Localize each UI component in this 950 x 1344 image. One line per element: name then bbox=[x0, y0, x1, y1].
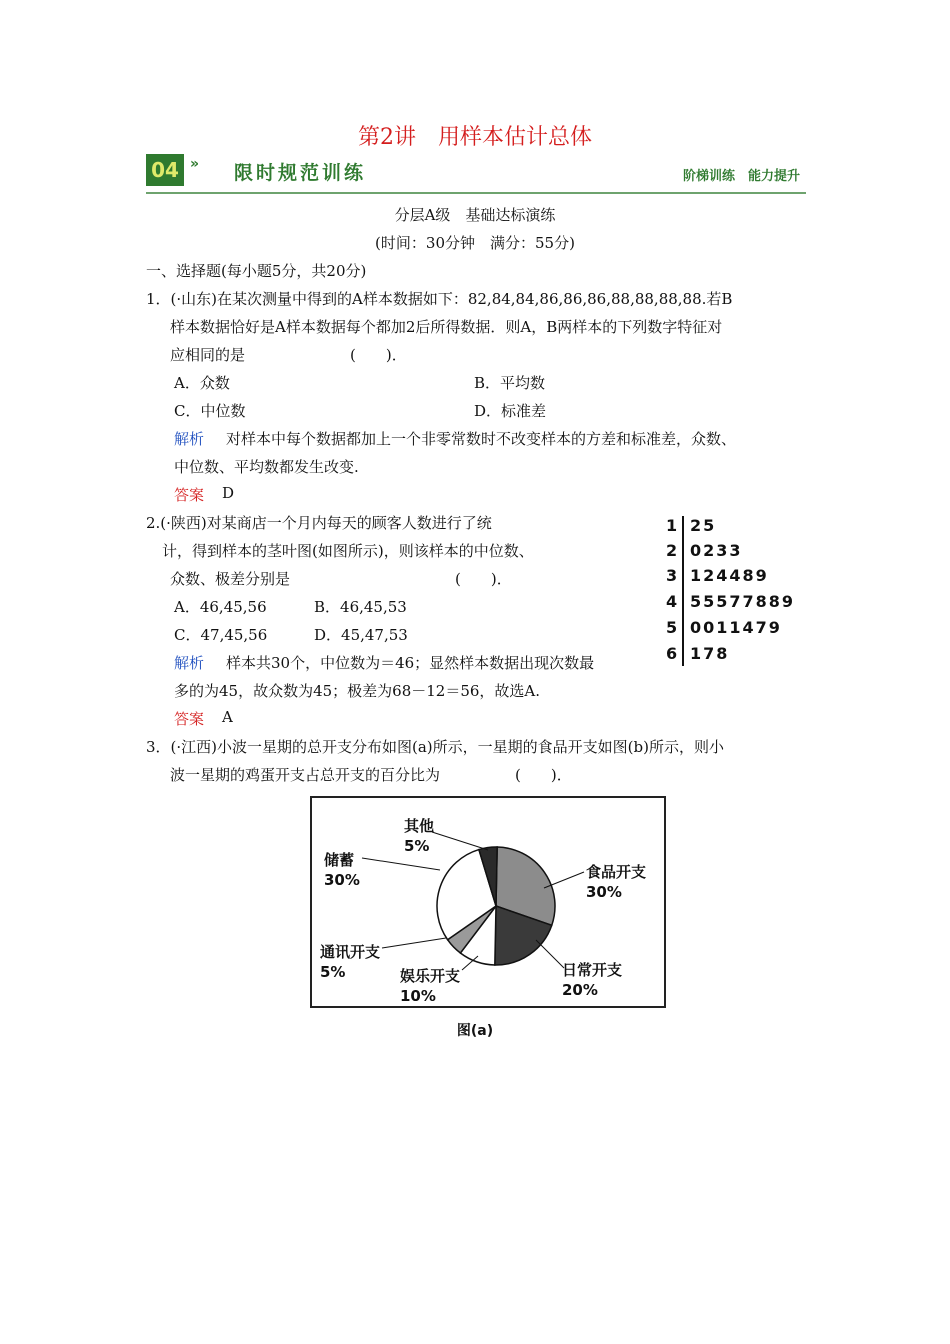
stem-3: 3 bbox=[666, 566, 680, 585]
q2-option-c: C．47,45,56 bbox=[174, 626, 268, 644]
banner-arrows-icon: » bbox=[190, 156, 200, 172]
slice-label-food bbox=[586, 862, 646, 902]
slice-label-communication-name: 通讯开支 bbox=[320, 943, 381, 961]
q1-option-d: D．标准差 bbox=[474, 402, 547, 420]
pie-chart-frame bbox=[310, 796, 666, 1008]
leaves-4: 55577889 bbox=[690, 592, 796, 611]
q1-analysis-label: 解析 bbox=[174, 430, 205, 448]
slice-label-savings-pct: 30% bbox=[324, 871, 360, 889]
leaves-1: 25 bbox=[690, 516, 717, 535]
q2-answer: A bbox=[222, 708, 233, 726]
q1-line3: 应相同的是 ( )． bbox=[170, 346, 407, 364]
q1-option-b: B．平均数 bbox=[474, 374, 546, 392]
leader-line-savings bbox=[362, 858, 440, 870]
stem-2: 2 bbox=[666, 541, 680, 560]
q1-analysis-line1: 对样本中每个数据都加上一个非零常数时不改变样本的方差和标准差，众数、 bbox=[226, 430, 737, 448]
q3-line2: 波一星期的鸡蛋开支占总开支的百分比为 ( )． bbox=[170, 766, 572, 784]
leaves-3: 124489 bbox=[690, 566, 769, 585]
slice-label-food-name: 食品开支 bbox=[586, 863, 647, 881]
q2-option-a: A．46,45,56 bbox=[174, 598, 267, 616]
leaves-5: 0011479 bbox=[690, 618, 782, 637]
slice-label-entertainment-pct: 10% bbox=[400, 987, 436, 1005]
stem-6: 6 bbox=[666, 644, 680, 663]
section-title: 分层A级 基础达标演练 bbox=[394, 206, 556, 224]
slice-label-savings-name: 储蓄 bbox=[324, 851, 355, 869]
q1-line2: 样本数据恰好是A样本数据每个都加2后所得数据．则A，B两样本的下列数字特征对 bbox=[170, 318, 723, 336]
q2-line1: 2.(·陕西)对某商店一个月内每天的顾客人数进行了统 bbox=[146, 514, 492, 532]
leader-line-communication bbox=[382, 938, 446, 948]
q2-line2: 计，得到样本的茎叶图(如图所示)，则该样本的中位数、 bbox=[162, 542, 534, 560]
q1-option-a: A．众数 bbox=[174, 374, 230, 392]
page-title: 第2讲 用样本估计总体 bbox=[358, 125, 592, 150]
section-banner bbox=[146, 150, 806, 194]
banner-main-text: 限时规范训练 bbox=[234, 162, 367, 184]
q2-line3: 众数、极差分别是 ( )． bbox=[170, 570, 512, 588]
leader-line-other bbox=[432, 832, 488, 850]
figure-caption: 图(a) bbox=[456, 1023, 494, 1039]
part1-heading: 一、选择题(每小题5分，共20分) bbox=[146, 262, 367, 280]
q1-answer-label: 答案 bbox=[174, 486, 205, 504]
stem-5: 5 bbox=[666, 618, 680, 637]
banner-right-text: 阶梯训练 能力提升 bbox=[682, 169, 800, 184]
slice-label-entertainment-name: 娱乐开支 bbox=[400, 967, 461, 985]
q1-analysis-line2: 中位数、平均数都发生改变. bbox=[174, 458, 359, 476]
q1-option-c: C．中位数 bbox=[174, 402, 246, 420]
banner-badge: 04 bbox=[146, 154, 184, 186]
time-info: (时间：30分钟 满分：55分) bbox=[375, 234, 575, 252]
leaves-6: 178 bbox=[690, 644, 730, 663]
leaves-2: 0233 bbox=[690, 541, 743, 560]
slice-label-daily-name: 日常开支 bbox=[562, 961, 623, 979]
q1-answer: D bbox=[222, 484, 235, 502]
slice-label-entertainment bbox=[400, 966, 460, 1006]
slice-label-savings bbox=[324, 850, 360, 890]
q2-analysis-line1: 样本共30个，中位数为＝46；显然样本数据出现次数最 bbox=[226, 654, 595, 672]
leader-line-food bbox=[544, 872, 584, 888]
slice-label-other-name: 其他 bbox=[404, 817, 435, 835]
leader-line-daily bbox=[536, 940, 564, 968]
stem-leaf-divider bbox=[682, 516, 684, 666]
slice-label-other-pct: 5% bbox=[404, 837, 430, 855]
slice-label-daily-pct: 20% bbox=[562, 981, 598, 999]
slice-label-food-pct: 30% bbox=[586, 883, 622, 901]
q2-option-d: D．45,47,53 bbox=[314, 626, 408, 644]
q2-option-b: B．46,45,53 bbox=[314, 598, 407, 616]
q2-analysis-label: 解析 bbox=[174, 654, 205, 672]
stem-4: 4 bbox=[666, 592, 680, 611]
slice-label-other bbox=[404, 816, 434, 856]
stem-1: 1 bbox=[666, 516, 680, 535]
q3-line1: 3．(·江西)小波一星期的总开支分布如图(a)所示，一星期的食品开支如图(b)所示，则小 bbox=[146, 738, 724, 756]
q2-answer-label: 答案 bbox=[174, 710, 205, 728]
slice-label-daily bbox=[562, 960, 622, 1000]
q2-analysis-line2: 多的为45，故众数为45；极差为68－12＝56，故选A. bbox=[174, 682, 541, 700]
slice-label-communication bbox=[320, 942, 380, 982]
q1-line1: 1．(·山东)在某次测量中得到的A样本数据如下：82,84,84,86,86,86,88,88,88,88.若B bbox=[146, 290, 733, 308]
slice-label-communication-pct: 5% bbox=[320, 963, 346, 981]
